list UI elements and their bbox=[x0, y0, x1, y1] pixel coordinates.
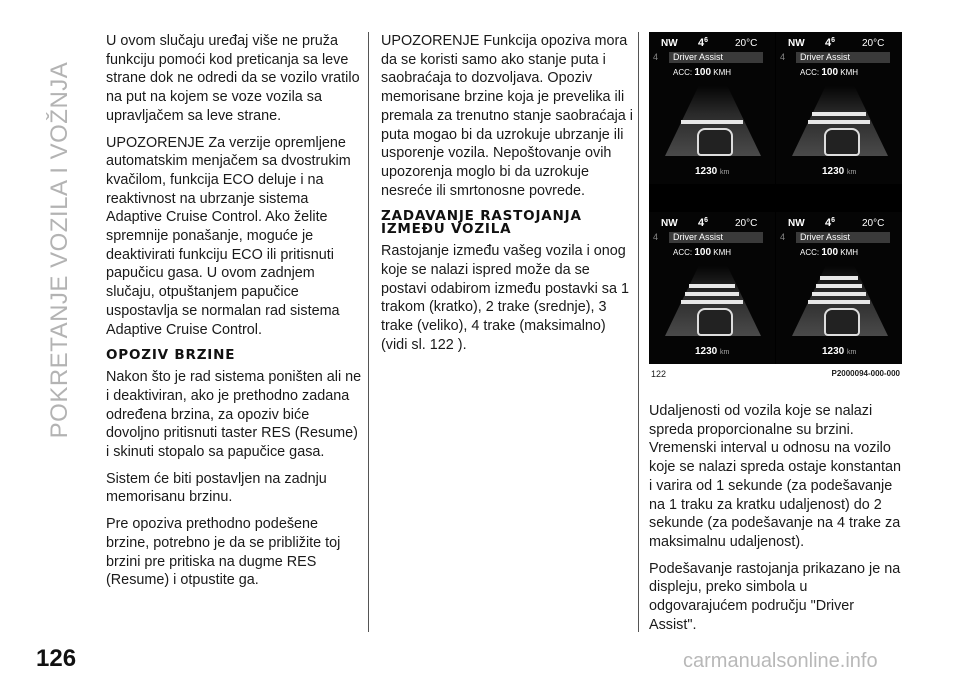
distance-bar bbox=[681, 300, 743, 304]
distance-bar bbox=[812, 292, 866, 296]
distance-bar bbox=[689, 284, 735, 288]
acc-speed: ACC: 100 KMH bbox=[800, 67, 859, 78]
temperature: 20°C bbox=[862, 218, 885, 229]
car-icon bbox=[697, 128, 733, 156]
figure-122-display-panels bbox=[649, 32, 902, 364]
distance-bar bbox=[812, 112, 866, 116]
paragraph: Sistem će biti postavljen na zadnju memorisanu brzinu. bbox=[106, 470, 327, 506]
gear-indicator: $4^6$ bbox=[825, 217, 836, 229]
compass-heading: NW bbox=[788, 38, 805, 49]
paragraph: UPOZORENJE Za verzije opremljene automatskim menjačem sa dvostrukim kvačilom, funkcija ECO deluje i na reaktivnost na ubrzanje sistema Adaptive Cruise Control. Ako želite spremnije ponašanje, moguće je deaktivirati funkciju ECO ili pritisnuti papučicu gasa. U ovom zadnjem slučaju, otpuštanjem papučice uspostavlja se normalan rad sistema Adaptive Cruise Control. bbox=[106, 134, 351, 338]
car-icon bbox=[824, 308, 860, 336]
distance-bar bbox=[685, 292, 739, 296]
paragraph: Nakon što je rad sistema poništen ali ne i deaktiviran, ako je prethodno zadana određena brzina, za opoziv biće dovoljno pritisnuti taster RES (Resume) i skinuti stopalo sa papučice gasa. bbox=[106, 369, 362, 461]
compass-heading: NW bbox=[788, 218, 805, 229]
driver-assist-label: Driver Assist bbox=[796, 52, 890, 63]
acc-speed: ACC: 100 KMH bbox=[673, 247, 732, 258]
display-panel bbox=[649, 212, 775, 364]
figure-code: P2000094-000-000 bbox=[831, 369, 900, 378]
paragraph: Udaljenosti od vozila koje se nalazi spreda proporcionalne su brzini. Vremenski interval u odnosu na vozilo koje se nalazi spreda ostaje konstantan i varira od 1 sekunde (za podešavanje na 1 traku za kratku udaljenost) do 2 sekunde (za podešavanje na 4 trake za maksimalnu udaljenost). bbox=[649, 403, 901, 550]
odometer: 1230 km bbox=[695, 346, 730, 357]
gear-indicator: $4^6$ bbox=[698, 37, 709, 49]
column-divider bbox=[368, 32, 369, 632]
paragraph: UPOZORENJE Funkcija opoziva mora da se koristi samo ako stanje puta i saobraćaja to dozvoljava. Opoziv memorisane brzine koja je prevelika ili premala za trenutno stanje saobraćaja i puta mogao bi da uzrokuje ubrzanje ili usporenje vozila. Nepoštovanje ovih upozorenja moglo bi da uzrokuje nesreće ili smrtonosne povrede. bbox=[381, 33, 633, 199]
display-panel bbox=[649, 32, 775, 184]
watermark: carmanualsonline.info bbox=[683, 650, 878, 672]
car-icon bbox=[697, 308, 733, 336]
gear-indicator: $4^6$ bbox=[698, 217, 709, 229]
column-1 bbox=[106, 32, 362, 598]
driver-assist-label: Driver Assist bbox=[669, 52, 763, 63]
odometer: 1230 km bbox=[822, 166, 857, 177]
temperature: 20°C bbox=[735, 218, 758, 229]
driver-assist-label: Driver Assist bbox=[796, 232, 890, 243]
page-number: 126 bbox=[36, 645, 77, 672]
driver-assist-label: Driver Assist bbox=[669, 232, 763, 243]
display-panel bbox=[776, 32, 902, 184]
car-icon bbox=[824, 128, 860, 156]
temperature: 20°C bbox=[735, 38, 758, 49]
mode-number: 4 bbox=[653, 232, 659, 242]
odometer: 1230 km bbox=[822, 346, 857, 357]
distance-bar bbox=[816, 284, 862, 288]
chapter-side-title: POKRETANJE VOZILA I VOŽNJA bbox=[46, 61, 73, 439]
distance-bar bbox=[808, 300, 870, 304]
compass-heading: NW bbox=[661, 218, 678, 229]
distance-bar bbox=[820, 276, 858, 280]
mode-number: 4 bbox=[780, 52, 786, 62]
compass-heading: NW bbox=[661, 38, 678, 49]
column-divider bbox=[638, 32, 639, 632]
paragraph: U ovom slučaju uređaj više ne pruža funkciju pomoći kod preticanja sa leve strane dok ne odredi da se vozilo vratilo na put na kojem se voze vozila sa upravljačem sa leve strane. bbox=[106, 33, 360, 124]
paragraph: Podešavanje rastojanja prikazano je na displeju, preko simbola u odgovarajućem području "Driver Assist". bbox=[649, 560, 901, 633]
column-3 bbox=[649, 402, 903, 642]
temperature: 20°C bbox=[862, 38, 885, 49]
mode-number: 4 bbox=[780, 232, 786, 242]
mode-number: 4 bbox=[653, 52, 659, 62]
display-panel bbox=[776, 212, 902, 364]
odometer: 1230 km bbox=[695, 166, 730, 177]
column-2 bbox=[381, 32, 633, 363]
figure-number: 122 bbox=[651, 369, 667, 379]
distance-bar bbox=[808, 120, 870, 124]
section-heading: ZADAVANJE RASTOJANJA IZMEĐU VOZILA bbox=[381, 208, 582, 238]
paragraph: Pre opoziva prethodno podešene brzine, potrebno je da se približite toj brzini pre pritiska na dugme RES (Resume) i otpustite ga. bbox=[106, 516, 341, 589]
distance-bar bbox=[681, 120, 743, 124]
acc-speed: ACC: 100 KMH bbox=[800, 247, 859, 258]
section-heading: OPOZIV BRZINE bbox=[106, 347, 236, 364]
acc-speed: ACC: 100 KMH bbox=[673, 67, 732, 78]
gear-indicator: $4^6$ bbox=[825, 37, 836, 49]
paragraph: Rastojanje između vašeg vozila i onog koje se nalazi ispred može da se postavi odabirom između postavki sa 1 trakom (kratko), 2 trake (srednje), 3 trake (veliko), 4 trake (maksimalno) (vidi sl. 122 ). bbox=[381, 243, 629, 353]
